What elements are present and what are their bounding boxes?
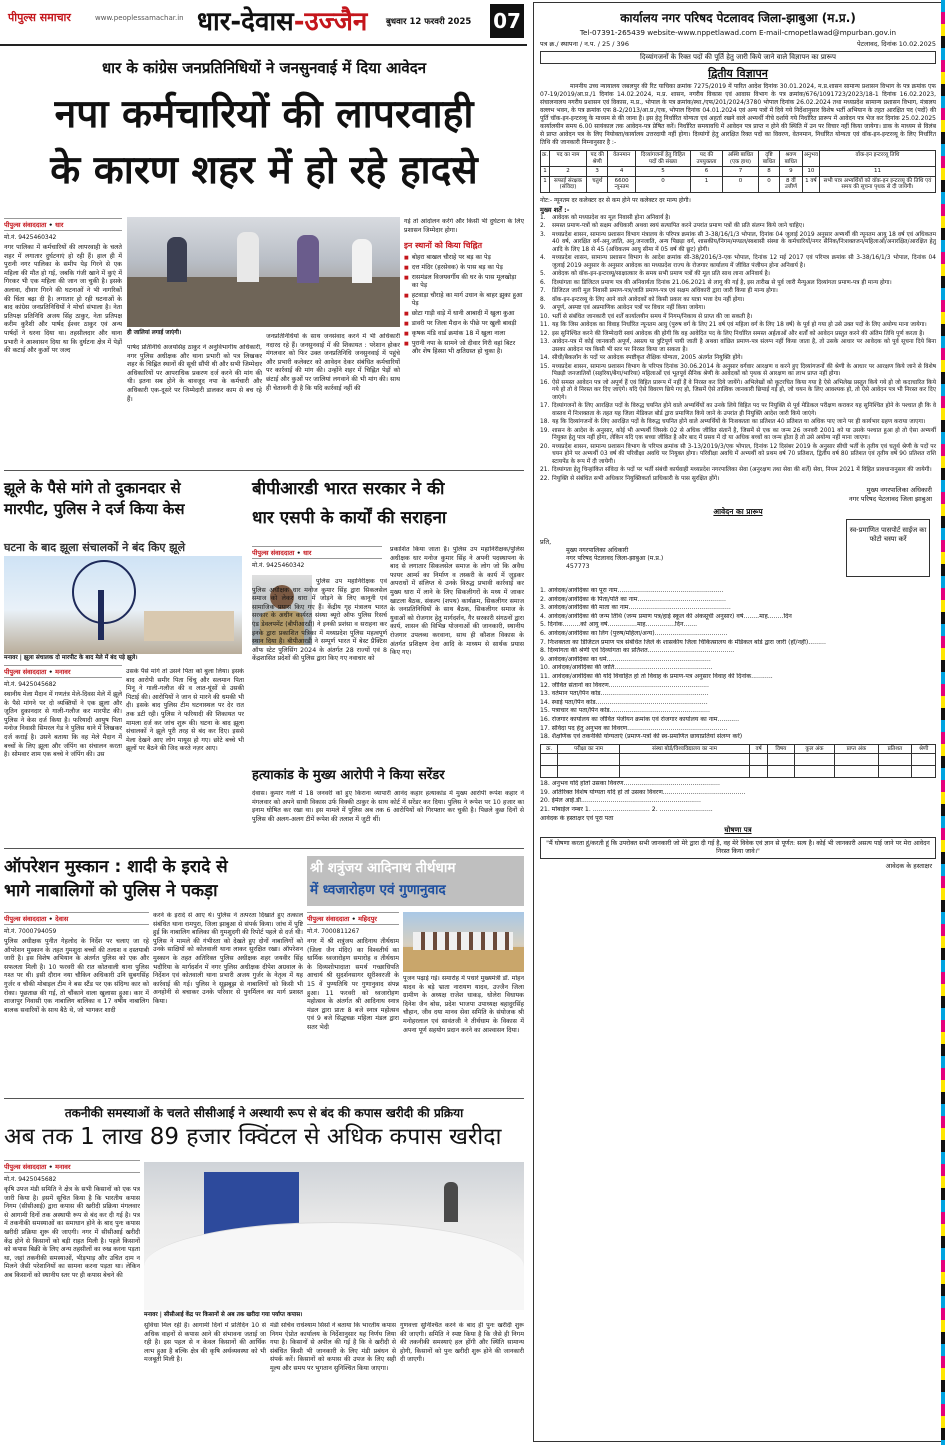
article3-headline-line2: धार एसपी के कार्यों की सराहना	[252, 508, 447, 528]
article1-mobile: मो.नं. 9425460342	[4, 234, 57, 241]
ad-condition-item	[540, 364, 936, 379]
person-figure	[352, 239, 372, 283]
article2-col2: उसके पैसे मांगे तो उसने पिता को बुला लिया। इसके बाद आरोपी समीर पिता चिंचु और सलमान पिता मिनू ने गाली-गलौज की व लात-घूंसों से उसकी पिटाई की। आरोपियों ने जान से मारने की धमकी भी दी। इसके बाद पुलिस टीम घटनास्थल पर देर रात तक डटी रही। पुलिस ने फरियादी की शिकायत पर मामला दर्ज कर जांच शुरू की। घटना के बाद झूला संचालकों ने झूले पूरी तरह से बंद कर दिए। इससे मेला देखने आए लोग मायूस हो गए। छोटे बच्चे भी झूलों पर बैठने की जिद करते नज़र आए।	[126, 668, 244, 753]
website-link[interactable]: www.peoplessamachar.in	[95, 14, 184, 22]
ad-declaration-title: घोषणा पत्र	[724, 826, 752, 835]
ad-form-title: आवेदन का प्रारूप	[713, 507, 763, 516]
article7-mobile: मो.नं. 9425045682	[4, 1176, 57, 1183]
ad-form-field[interactable]: आवेदक के हस्ताक्षर एवं पूरा पता	[540, 814, 614, 822]
ad-edu-header-cell: प्राप्त अंक	[835, 744, 878, 754]
ad-table-header-row	[541, 151, 936, 167]
article1-list-item	[404, 310, 524, 318]
ad-form-field[interactable]: 19. अतिरिक्त विशेष योग्यता यदि हो तो उसका विवरण..........................................	[540, 788, 746, 796]
ad-condition-text: यह कि जिस आवेदक का विवाह निर्धारित न्यूनतम आयु (पुरुष वर्ग के लिए 21 वर्ष एवं महिला वर्ग के लिए 18 वर्ष) के पूर्व हो गया हो उसे उक्त पदों के लिए अयोग्य माना जायेगा।	[552, 322, 927, 328]
ad-condition-item	[540, 280, 936, 288]
ad-condition-item	[540, 305, 936, 313]
ad-table-number-cell: 10	[802, 167, 819, 177]
ad-edu-blank-row[interactable]	[541, 766, 936, 778]
ad-table-number-cell: 4	[608, 167, 636, 177]
article5-col1	[4, 912, 149, 1092]
ad-condition-item	[540, 223, 936, 231]
bullet-icon: ■	[404, 275, 409, 282]
ad-edu-header-cell: विषय	[768, 744, 795, 754]
ad-table-number-row	[541, 167, 936, 177]
ad-condition-text: मध्यप्रदेश शासन, सामान्य प्रशासन विभाग के आदेश क्रमांक सी-38/2016/3-एक भोपाल, दिनांक 12 मई 2017 एवं परिपत्र क्रमांक सी 3-38/16/1/3 भोपाल, दिनांक 04 जुलाई 2019 अनुसार के अनुसार आवेदक का मध्यप्रदेश राज्य के रोजगार कार्यालय में जीवित पंजीयन होना अनिवार्य है।	[552, 255, 936, 269]
article3-byline: पीपुल्स संवाददाता • धार	[252, 546, 382, 559]
ad-table-data-row	[541, 176, 936, 192]
ad-condition-number: 20.	[540, 443, 550, 450]
article1-list-item	[404, 254, 524, 262]
article1-col2: पार्षद प्रतिनिधि अजयसिंह ठाकुर ने अनुविभागीय अधिकारी, नगर पुलिस अधीक्षक और थाना प्रभारी को पत्र लिखकर शहर के चिह्नित स्थानों की सूची सौंपी थी और सभी जिम्मेदार अधिकारियों पर आपराधिक प्रकरण दर्ज करने की मांग की थी। इतना सब होने के बावजूद नपा के कर्मचारी और अधिकारी एक-दूसरे पर जिम्मेदारी डालकर काम से बच रहे हैं।	[127, 344, 262, 403]
ad-condition-item	[540, 428, 936, 443]
ad-form-field[interactable]: 10. आवेदक/आवेदिका की जाति..................................................	[540, 664, 713, 672]
article3-byline-place: धार	[303, 549, 312, 557]
ad-form-to-lines	[566, 547, 663, 571]
ad-table-header-cell: अस्थि बाधित (एक हाथ)	[722, 151, 758, 167]
ad-form-field[interactable]: 2. आवेदक/आवेदिका के पिता/पति का नाम.............................................	[540, 595, 726, 603]
ad-condition-text: दिव्यांगजनों के लिए आरक्षित पदों के विरुद्ध चयनित होने वाले अभ्यर्थियों का उनके लिये विहित पद पर नियुक्ति से पूर्व मेडिकल परीक्षण कराकर यह सुनिश्चित होने के पश्चात ही कि वे वास्तव में निःशक्तता के तहत यह जिला मेडिकल बोर्ड द्वारा प्रमाणित किये जाने के उपरांत ही नियुक्ति आदेश जारी किये जाएंगे।	[552, 403, 936, 417]
ad-title: द्वितीय विज्ञापन	[708, 67, 768, 80]
article1-photo	[127, 217, 400, 327]
ad-ref-row	[540, 39, 936, 49]
article6-headline-line1: श्री शत्रुंजय आदिनाथ तीर्थधाम	[310, 860, 456, 876]
ad-table-number-cell: 8	[759, 167, 780, 177]
ad-form-field[interactable]: 8. दिव्यांगता की श्रेणी एवं दिव्यांगता का प्रतिशत............................................	[540, 647, 735, 655]
article1-list-item-text: छोटा गाड़ी वाड़े में धानी आबादी में खुला कुआ	[411, 310, 515, 318]
ad-condition-number: 18.	[540, 419, 550, 425]
article1-headline-line2: के कारण शहर में हो रहे हादसे	[50, 148, 478, 193]
ad-table-cell: सफाई संरक्षक (संविदा)	[549, 176, 586, 192]
cotton-pile-graphic	[144, 1222, 524, 1310]
ad-edu-header-cell: संस्था बोर्ड/विश्वविद्यालय का नाम	[619, 744, 749, 754]
ad-form-field[interactable]: 17. संविदा पद हेतु अनुभव का विवरण...................................................	[540, 724, 728, 732]
ad-form-to-label: प्रति,	[540, 538, 552, 546]
article7-text-col1: कृषि उपज मंडी समिति ने क्षेत्र के सभी किसानों को एक पत्र जारी किया है। इसमें सूचित किया है कि भारतीय कपास निगम (सीसीआई) द्वारा कपास की खरीदी प्रक्रिया मंगलवार से आगामी दिनों तक अस्थायी रूप से बंद कर दी गई है। पत्र में तकनीकी समस्याओं का समाधान होने के बाद पुनः कपास खरीदी प्रक्रिया शुरू की जाएगी। नगर में सीसीआई खरीदी केंद्र होने से किसानों को बड़ी राहत मिली है। पहले किसानों को कपास बिक्री के लिए अन्य तहसीलों का रुख करना पड़ता था, जहां तकनीकी समस्याओं, भीड़भाड़ और उचित दाम न मिलने जैसी परेशानियों का सामना करना पड़ता था। लेकिन अब किसानों को स्थानीय स्तर पर ही कपास बेचने की	[4, 1186, 140, 1279]
article1-list-item	[404, 330, 524, 338]
ad-condition-text: भर्ती से संबंधित जानकारी एवं शर्तें कार्यालयीन समय में निगम/निकाय से प्राप्त की जा सकती है।	[552, 313, 753, 320]
article1-byline-place: धार	[55, 221, 64, 229]
page-number: 07	[490, 4, 524, 38]
article1-list-item-text: पुरानी नपा के सामने जो दीवार गिरी वहां बिटर और शेष हिस्सा भी क्षतिग्रस्त हो चुका है।	[411, 340, 516, 356]
ad-table-cell: 0	[722, 176, 758, 192]
bullet-icon: ■	[404, 311, 409, 318]
article2-col1	[4, 665, 122, 835]
article7-photo-caption: मनावर | सीसीआई केंद्र पर किसानों से अब तक खरीदा गया पर्याप्त कपास।	[144, 1312, 303, 1318]
ad-condition-number: 1.	[540, 214, 546, 221]
article2-mobile: मो.नं. 9425045682	[4, 681, 57, 688]
article5-byline: पीपुल्स संवाददाता • देवास	[4, 912, 149, 925]
ad-form-field[interactable]: 7. निःशक्तता का डिजिटल प्रमाण पत्र संबंधित जिले के शासकीय जिला चिकित्सालय के मेडिकल बोर्ड द्वारा जारी (हाँ/नहीं).........	[540, 638, 826, 646]
article2-text-col1: स्थानीय मेला मैदान में गणतंत्र मेले-दिवस मेले में झूले के पैसे मांगने पर दो व्यक्तियों ने एक झूला और जूतिन दुकानदार से गाली-गलौज कर मारपीट की। पुलिस ने केस दर्ज किया है। फरियादी आयुष पिता मनोज निवासी सिमरल गेड ने पुलिस थाने में लिखकर दर्ज कराई है। उसने बताया कि वह मेले मैदान में बच्चों के लिए झूला और जंपिंग का संचालन करता है। सोमवार शाम एक बच्चे ने जंपिंग की। उस	[4, 691, 122, 759]
article1-col3: जनप्रतिनिधियों के साथ जनसंवाद करने में भी अधिकारी नदारद रहे हैं। जनसुनवाई में की शिकायत : परेशान होकर मंगलवार को फिर उक्त जनप्रतिनिधि जनसुनवाई में पहुंचे और प्रभारी कलेक्टर को आवेदन देकर संबंधित कर्मचारियों पर कार्रवाई की मांग की। उन्होंने शहर में चिह्नित पेड़ों को छंटाई और कुओं पर जालियां लगवाने की भी मांग की। साथ ही चेतावनी दी है कि यदि कार्रवाई नहीं की	[266, 333, 400, 392]
ad-table-number-cell: 2	[549, 167, 586, 177]
article7-col1	[4, 1160, 140, 1440]
article2-byline-name: पीपुल्स संवाददाता	[4, 668, 47, 676]
article5-byline-name: पीपुल्स संवाददाता	[4, 915, 47, 923]
ad-form-field[interactable]: 3. आवेदक/आवेदिका की माता का नाम....................................................	[540, 604, 731, 612]
ad-form-to-line: मुख्य नगरपालिका अधिकारी	[566, 547, 629, 554]
article6-mobile: मो.नं. 7000811267	[307, 928, 360, 935]
ad-condition-item	[540, 255, 936, 270]
ad-table-cell: 0	[759, 176, 780, 192]
article3-mobile: मो.नं. 9425460342	[252, 562, 305, 569]
ad-table-number-cell: 7	[722, 167, 758, 177]
ad-table-number-cell: 5	[635, 167, 690, 177]
ad-form-to-line: नगर परिषद पेटलावद जिला-झाबुआ (म.प्र.)	[566, 555, 664, 562]
ad-vacancy-table	[540, 150, 936, 193]
ad-edu-header-cell: वर्ष	[750, 744, 768, 754]
ad-condition-text: इस सुनिश्चित करने की जिम्मेदारी स्वयं आवेदक की होगी कि वह आवेदित पद के लिए निर्धारित समस्त अर्हताओं और शर्तों को आवेदन प्रस्तुत करने की अंतिम तिथि पूर्ण करता है।	[552, 330, 925, 337]
section-divider	[4, 1098, 524, 1099]
ad-intro: माननीय उच्च न्यायालय जबलपुर की रिट याचिका क्रमांक 7275/2019 में पारित आदेश दिनांक 30.01.2024, म.प्र.शासन सामान्य प्रशासन विभाग के पत्र क्रमांक एफ 07-19/2019/आ.प्र./1 दिनांक 14.02.2024, म.प्र. शासन, नगरीय विकास एवं आवास विभाग के पत्र क्रमांक/676/1091723/2023/18-1 दिनांक 16.02.2023, संचालनालय नगरीय प्रशासन एवं विकास, म.प्र., भोपाल के पत्र क्रमांक/स्था./एफ/201/2024/3780 भोपाल दिनांक 26.02.2024 तथा मध्यप्रदेश सामान्य प्रशासन विभाग, मंत्रालय वल्लभ भवन, के पत्र क्रमांक एफ 8-2/2013/आ.प्र./एक, भोपाल दिनांक 04.01.2024 एवं अन्य पत्रों में दिये गये निर्देशानुसार विशेष भर्ती अभियान के तहत आरक्षित पद (पदों) की पूर्ति चॉक-इन-इन्टरव्यू के माध्यम से की जाना है। इस हेतु निर्धारित योग्यता एवं अहर्ता रखने वाले अभ्यर्थी नीचे दर्शाये गये निर्धारित प्रारूप में आवेदन पत्र भेज कर दिनांक 25.02.2025 कार्यालयीन समय 6.00 सायंकाल तक आवेदन-पत्र प्रेषित करें। निर्धारित समयावधि में आवेदन पत्र प्राप्त न होने की स्थिति में उन पर विचार नहीं किया जायेगा। डाक के माध्यम से विलंब से प्राप्त आवेदन पत्र के लिए नियोक्ता/कार्यालय उत्तरदायी नहीं होगा। दिव्यांगों हेतु आरक्षित रिक्त पदों का विवरण, वेतनमान, निर्धारित योग्यता एवं वॉक-इन-इन्टरव्यू के लिए निर्धारित तिथि की जानकारी निम्नानुसार है :-	[540, 83, 936, 146]
ad-condition-number: 16.	[540, 379, 550, 386]
ad-condition-text: दिव्यांगता हेतु चिन्हांकित संविदा के पदों पर भर्ती संबंधी कार्यवाही मध्यप्रदेश नगरपालिका सेवा (अनुरक्षण तथा सेवा की शर्तें) सेवा, नियम 2021 में विहित प्रावधानानुसार की जायेगी।	[552, 467, 932, 473]
ad-edu-header-row	[541, 744, 936, 754]
article1-list-item	[404, 340, 524, 356]
stage-graphic	[403, 947, 524, 972]
ad-table-header-cell: पद का नाम	[549, 151, 586, 167]
article6-text-col1: नगर में श्री शत्रुंजय आदिनाथ तीर्थधाम (जिला जैन मंदिर) का विश्वतीर्थ का धार्मिक ध्वजारोहण समारोह व तीर्थधाम के दिव्यशोभादाता समर्थ गच्छाधिपति आचार्य श्री सुदर्शनसागर सूरीश्वरजी के 15 वें पुण्यतिथि पर गुणानुवाद संपन्न हुआ। 11 फरवरी को ध्वजारोहण महोत्सव के अंतर्गत श्री आदिनाथ स्नात्र मंडल द्वारा प्रातः 8 बजे स्नात्र महोत्सव एवं 9 बजे सिद्धचक्र महिला मंडल द्वारा सतर भेदी	[307, 938, 399, 1031]
article1-list-item-text: कृषक मंडि वार्ड क्रमांक 18 में खुला नाला	[411, 330, 506, 338]
ad-table-header-cell: श्रवण बाधित	[779, 151, 802, 167]
ad-table-header-cell: वॉक-इन इन्टरव्यू तिथि	[819, 151, 935, 167]
ad-table-number-cell: 1	[541, 167, 550, 177]
ad-table-number-cell: 9	[779, 167, 802, 177]
ad-table-cell: 6600 न्यूनतम	[608, 176, 636, 192]
ad-contact: Tel-07391-265439 website-www.nppetlawad.com E-mail-cmopetlawad@mpurban.gov.in	[579, 28, 897, 37]
ad-table-header-cell: वेतनमान	[608, 151, 636, 167]
bullet-icon: ■	[404, 293, 409, 300]
ad-edu-blank-row[interactable]	[541, 754, 936, 766]
ad-condition-number: 15.	[540, 363, 550, 370]
ad-signature-place: नगर परिषद पेटलावद जिला झाबुआ	[848, 495, 932, 503]
article5-headline-line1: ऑपरेशन मुस्कान : शादी के इरादे से	[4, 857, 228, 877]
ferris-wheel-graphic	[72, 560, 136, 624]
ad-condition-text: मध्यप्रदेश शासन, सामान्य प्रशासन विभाग के परिपत्र दिनांक 30.06.2014 के अनुसार वर्गवार आरक्षण व करने हुए दिव्यांगजनों की श्रेणी के आधार पर आरक्षण किये जाने से विशेष पिछड़ी जनजातियों (सहरिया/बैगा/भारिया) महिलाओं एवं भूतपूर्व सैनिक श्रेणी के आवेदकों को पृथक से आरक्षण का लाभ प्राप्त नहीं होगा।	[552, 363, 936, 377]
article7-col4: गुणवत्ता सुनिश्चित करने के बाद ही पुनः खरीदी शुरू की जाएगी। समिति ने स्पष्ट किया है कि जैसे ही निगम की तकनीकी समस्याएं हल होंगी और स्थिति सामान्य होगी, किसानों को पुनः खरीदी शुरू होने की जानकारी दी जाएगी।	[400, 1322, 524, 1364]
ad-form-fields2	[540, 780, 936, 823]
ad-table-header-cell: दिव्यांगजनों हेतु विहित पदों की संख्या	[635, 151, 690, 167]
ad-condition-text: मध्यप्रदेश शासन, सामान्य प्रशासन विभाग के परिपत्र क्रमांक सी 3-13/2019/3/एक भोपाल, दिनांक 12 दिसंबर 2019 के अनुसार सीधी भर्ती के तृतीय एवं चतुर्थ श्रेणी के पदों पर चयन होने पर अभ्यर्थी 03 वर्ष की परिवीक्षा अवधि पर नियुक्त होगा। परिवीक्षा अवधि में अभ्यर्थी को प्रथम वर्ष 70 प्रतिशत, द्वितीय वर्ष 80 प्रतिशत एवं तृतीय वर्ष 90 प्रतिशत राशि स्टायपेंड के रूप में दी जायेगी।	[552, 443, 936, 465]
article1-text-col4: गई तो आंदोलन करेंगे और किसी भी दुर्घटना के लिए प्रशासन जिम्मेदार होगा।	[404, 218, 524, 234]
ad-condition-text: डिजिटल जारी मूल निवासी प्रमाण-पत्र/जाति प्रमाण-पत्र एवं सक्षम अधिकारी द्वारा जारी किया ही मान्य होगा।	[552, 288, 778, 294]
ad-table-header-cell: दृष्टि बाधित	[759, 151, 780, 167]
article1-col4	[404, 218, 524, 468]
ad-condition-number: 7.	[540, 288, 546, 294]
ad-condition-item	[540, 419, 936, 427]
ad-office-title: कार्यालय नगर परिषद पेटलावद जिला-झाबुआ (म.प्र.)	[620, 11, 856, 25]
ad-table-header-cell: क्र.	[541, 151, 550, 167]
ad-condition-item	[540, 339, 936, 354]
ad-form-field[interactable]: 21. मोबाईल नम्बर 1. ............................. 2. ...........................	[540, 805, 713, 813]
section-divider	[4, 848, 524, 849]
article7-kicker: तकनीकी समस्याओं के चलते सीसीआई ने अस्थायी रूप से बंद की कपास खरीदी की प्रक्रिया	[64, 1106, 464, 1120]
article2-headline-line1: झूले के पैसे मांगे तो दुकानदार से	[4, 479, 181, 497]
ad-form-field[interactable]: 18. अनुभव यदि होतो उसका विवरण.................................................	[540, 780, 720, 788]
ad-form-field[interactable]: 6. आवेदक/आवेदिका का लिंग (पुरुष/महिला/अन्य).....................................	[540, 629, 728, 637]
ad-form-field[interactable]: 13. वर्तमान पता/पिन कोड.......................................................	[540, 690, 709, 698]
article5-headline-line2: भागे नाबालिगों को पुलिस ने पकड़ा	[4, 881, 218, 901]
article1-list-item	[404, 320, 524, 328]
article4-headline: हत्याकांड के मुख्य आरोपी ने किया सरेंडर	[252, 768, 445, 783]
article5-mobile: मो.नं. 7000794059	[4, 928, 57, 935]
article1-list-item	[404, 274, 524, 290]
ad-condition-item	[540, 215, 936, 223]
ad-condition-text: आवेदक को मध्यप्रदेश का मूल निवासी होना अनिवार्य है।	[552, 214, 671, 221]
ad-condition-number: 8.	[540, 296, 546, 303]
ad-condition-text: दिव्यांगता का डिजिटल प्रमाण पत्र की अनिवार्यता दिनांक 21.06.2021 से लागू की गई है, इस तारीख से पूर्व जारी मैन्युअल दिव्यांगता प्रमाण-पत्र ही मान्य होगा।	[552, 279, 892, 286]
article1-list-item	[404, 264, 524, 272]
ad-table-number-cell: 11	[819, 167, 935, 177]
article1-list-item-text: रासमंडल विजयवर्गीय की घर के पास मूलखोड़ा का पेड़	[411, 274, 517, 290]
article7-col2: सुविधा मिल रही है। आगामी दिनों में प्रतिदिन 10 से अधिक वाहनों से कपास आने की संभावना जताई जा रही है। इस पहल से न केवल किसानों की आर्थिक लाभ हुआ है बल्कि क्षेत्र की कृषि अर्थव्यवस्था को भी मजबूती मिली है।	[144, 1322, 266, 1364]
article3-byline-block	[252, 546, 382, 576]
article5-byline-place: देवास	[55, 915, 69, 923]
ad-table-number-cell: 3	[586, 167, 607, 177]
ad-condition-number: 14.	[540, 355, 550, 361]
ad-condition-item	[540, 297, 936, 305]
ad-edu-header-cell: प्रतिशत	[878, 744, 912, 754]
article6-col2: पूजन पढ़ाई गई। समारोह में पधारे मुख्यमंत्री डॉ. मोहन यादव के बड़े भ्राता नारायण यादव, उज्जैन जिला ग्रामीण के अध्यक्ष राजेश धाकड़, धोलेरा विधायक दिनेश जैन बोस, प्रदेश भाजपा उपाध्यक्ष बहादुरसिंह चौहान, जीव दया मानव सेवा समिति के संयोजक श्री मनोहरलाल एवं सावंतजी ने तीर्थधाम के विकास में अपना पूर्ण सहयोग प्रदान करने का आश्वासन दिया।	[403, 975, 524, 1034]
issue-date: बुधवार 12 फरवरी 2025	[386, 17, 472, 27]
article1-byline: पीपुल्स संवाददाता • धार	[4, 218, 122, 231]
ad-condition-item	[540, 322, 936, 330]
article6-byline: पीपुल्स संवाददाता • महिदपुर	[307, 912, 399, 925]
ad-form-field[interactable]: 5. दिनांक.........को आयु वर्ष...............माह...............दिन.......	[540, 621, 698, 629]
ad-form-field[interactable]: 4. आवेदक/आवेदिका की जन्म तिथि (जन्म प्रमाण पत्र/हाई स्कूल की अंकसूची अनुसार) वर्ष........माह........दिन	[540, 612, 792, 620]
ad-condition-item	[540, 314, 936, 322]
ad-condition-text: यह कि दिव्यांगजनों के लिए आरक्षित पदों के विरुद्ध चयनित होने वाले अभ्यर्थियों के निःशक्तता का प्रतिशत 40 प्रतिशत या अधिक पाए जाने पर ही कार्यभार ग्रहण कराया जाएगा।	[552, 419, 926, 425]
article1-headline-line1: नपा कर्मचारियों की लापरवाही	[54, 92, 474, 137]
article1-col1	[4, 218, 122, 518]
article1-list	[404, 254, 524, 356]
article4-text: देवास। कुमार गली में 18 जनवरी को हुए किराना व्यापारी आनंद कहार हत्याकांड में मुख्य आरोपी रूपेश कहार ने मंगलवार को अपने साथी विकास उर्फ विक्की ठाकुर के साथ कोर्ट में सरेंडर कर दिया। पुलिस ने रूपेश पर 10 हजार का इनाम घोषित कर रखा था। इस मामले में पुलिस अब तक 6 आरोपियों को गिरफ्तार कर चुकी है। पिछले कुछ दिनों से पुलिस की अलग-अलग टीमें रूपेश की तलाश में जुटी थीं।	[252, 790, 524, 823]
article6-headline-line2: में ध्वजारोहण एवं गुणानुवाद	[310, 882, 446, 898]
ad-condition-item	[540, 355, 936, 363]
article1-list-item	[404, 292, 524, 308]
ad-condition-number: 11.	[540, 322, 550, 328]
ad-condition-text: मध्यप्रदेश शासन, सामान्य प्रशासन विभाग मंत्रालय के परिपत्र क्रमांक सी 3-38/16/1/3 भोपाल, दिनांक 04 जुलाई 2019 अनुसार अभ्यर्थी की न्यूनतम आयु 18 वर्ष एवं अधिकतम 40 वर्ष, आरक्षित वर्ग-अनु.जाति, अनु.जनजाति, अन्य पिछड़ा वर्ग, शासकीय/निगम/मण्डल/स्वशासी संस्था के कर्मचारियों/नगर सैनिक/निःशक्तजन/महिलाओं/अनारक्षित/आरक्षित हेतु आदि के लिए 18 से 45 (अधिकतम आयु सीमा में 05 वर्ष की छूट) होगी।	[552, 231, 936, 253]
article3-byline-name: पीपुल्स संवाददाता	[252, 549, 295, 557]
ad-condition-number: 12.	[540, 330, 550, 337]
article1-list-item-text: हटवाड़ा चौराहे का मार्ग उधान के बाहर झुका हुआ पेड़	[411, 292, 523, 308]
person-figure	[237, 232, 259, 282]
ad-condition-item	[540, 331, 936, 339]
ad-declaration-sign: आवेदक के हस्ताक्षर	[885, 862, 932, 871]
ad-photo-box: स्व-प्रमाणित पासपोर्ट साईज का फोटो चस्पा करें	[846, 519, 930, 577]
person-figure	[167, 237, 187, 282]
masthead	[0, 0, 527, 46]
ad-conditions-list	[540, 215, 936, 484]
article6-byline-name: पीपुल्स संवाददाता	[307, 915, 350, 923]
article2-subhead: घटना के बाद झूला संचालकों ने बंद किए झूले	[4, 541, 186, 554]
ad-education-table	[540, 744, 936, 779]
article7-headline: अब तक 1 लाख 89 हजार क्विंटल से अधिक कपास खरीदा	[4, 1124, 502, 1150]
ad-condition-item	[540, 380, 936, 403]
article1-photo-caption: ही जालियां लगाई जाएंगी।	[127, 330, 182, 336]
ad-subject: दिव्यांगजनों के रिक्त पदों की पूर्ति हेतु जारी किये जाने वाले विज्ञापन का प्रारूप	[540, 51, 936, 64]
article6-col1	[307, 912, 399, 1092]
ad-condition-text: नियुक्ति से संबंधित सभी अधिकार नियुक्तिकर्ता प्राधिकारी के पास सुरक्षित होंगे।	[552, 475, 720, 482]
ad-form-field[interactable]: 20. ईमेल आई.डी.............................................................	[540, 797, 701, 805]
article1-byline-name: पीपुल्स संवाददाता	[4, 221, 47, 229]
ad-condition-text: आवेदन-पत्र में कोई जानकारी अपूर्ण, असत्य या त्रुटिपूर्ण पायी जाती है अथवा वांछित प्रमाण-पत्र संलग्न नहीं किया जाता है, तो उसके आधार पर आवेदक को पूर्व सूचना दिये बिना उसका आवेदन पत्र किसी भी स्तर पर निरस्त किया जा सकता है।	[552, 339, 936, 353]
ad-condition-number: 21.	[540, 467, 550, 473]
ad-table-header-cell: पद की श्रेणी	[586, 151, 607, 167]
ad-form-header	[540, 519, 936, 585]
ad-note: नोट:- न्यूनतम दर कलेक्टर दर से कम होने पर कलेक्टर दर मान्य होगी।	[540, 196, 691, 204]
edition-part2: -उज्जैन	[293, 7, 368, 37]
article3-headline-line1: बीपीआरडी भारत सरकार ने की	[252, 479, 445, 499]
ad-table-header-cell: पद की उपयुक्तता	[691, 151, 723, 167]
ad-edu-header-cell: कुल अंक	[794, 744, 835, 754]
ad-condition-item	[540, 232, 936, 255]
article1-list-title: इन स्थानों को किया चिह्नित	[404, 241, 483, 251]
ad-condition-number: 10.	[540, 313, 550, 320]
article5-col2: करने के इरादे से आए थे। पुलिस ने तत्परता दिखाते हुए तत्काल संबंधित थाना रामपुरा, जिला झाबुआ से संपर्क किया। जांच में पुष्टि हुई कि नाबालिग बालिका की गुमशुदगी की रिपोर्ट पहले से दर्ज थी। पुलिस ने मामले की गंभीरता को देखते हुए दोनों नाबालिगों को उनके साक्षियों को कोतवाली थाना लाकर सुरक्षित रखा। ऑपरेशन मुस्कान के तहत अतिरिक्त पुलिस अधीक्षक शहर जयवीर सिंह भदौरिया के मार्गदर्शन में नगर पुलिस अधीक्षक दीपेश अग्रवाल के निर्देशन एवं कोतवाली थाना प्रभारी अजय गुर्जर के नेतृत्व में यह कार्रवाई की गई। पुलिस ने सूझबूझ से नाबालिगों को किसी भी अनहोनी से बचाकर उनके परिवार से पुनर्मिलन का मार्ग प्रशस्त किया।	[153, 912, 303, 1005]
ad-condition-item	[540, 288, 936, 296]
ad-condition-text: वॉक-इन-इन्टरव्यू के लिए आने वाले आवेदकों को किसी प्रकार का यात्रा भत्ता देय नहीं होगा।	[552, 296, 745, 303]
person-figure	[297, 235, 319, 283]
guests-graphic	[413, 932, 513, 950]
article1-kicker: धार के कांग्रेस जनप्रतिनिधियों ने जनसुनवाई में दिया आवेदन	[101, 59, 427, 77]
ad-table-cell: 1	[541, 176, 550, 192]
ad-condition-item	[540, 271, 936, 279]
ad-edu-header-cell: परीक्षा का नाम	[558, 744, 620, 754]
ad-condition-text: आवेदक को वॉक-इन-इन्टरव्यू/साक्षात्कार के समय सभी प्रमाण पत्रों की मूल प्रति साथ लाना अनिवार्य है।	[552, 271, 770, 277]
ad-condition-number: 5.	[540, 271, 546, 277]
ad-condition-number: 2.	[540, 223, 546, 229]
article3-col2: प्रकाशित किया जाता है। पुलिस उप महानिरीक्षक/पुलिस अधीक्षक धार मनोज कुमार सिंह ने अपनी पदस्थापना के बाद से लगातार सिकलसेल समाज के लोग जो कि अवैध फायर आर्म्स का निर्माण व तस्करी के कार्य में जुड़कर अपराधों में संलिप्त थे उनके विरुद्ध प्रभावी कार्रवाई कर मुख्य धारा में लाने के लिए सिकलीगरों के मध्य में जाकर खाटला बैठक, संकल्प (शपथ) कार्यक्रम, सिकलीगर समाज के जनप्रतिनिधियों के साथ बैठक, सिकलीगर समाज के युवाओं को रोजगार हेतु मार्गदर्शन, गैर सरकारी संगठनों द्वारा कार्य, शासन की विभिन्न योजनाओं की जानकारी, स्थानीय रोजगार उपलब्ध करवाना, साथ ही कौशल विकास के अंतर्गत प्रशिक्षण देना आदि के माध्यम से सार्थक प्रयास किए गए।	[390, 546, 524, 657]
ad-condition-number: 9.	[540, 305, 546, 311]
article2-photo-caption: मनावर | झूला संचालक दो मारपीट के बाद मेले में बंद पड़े झूले।	[4, 655, 138, 661]
ad-conditions-title: मुख्य शर्तें :-	[540, 205, 570, 214]
article2-headline-line2: मारपीट, पुलिस ने दर्ज किया केस	[4, 500, 185, 518]
ad-condition-number: 17.	[540, 403, 550, 409]
ad-table-number-cell: 6	[691, 167, 723, 177]
article7-photo	[144, 1162, 524, 1310]
ad-condition-item	[540, 444, 936, 467]
ad-condition-item	[540, 476, 936, 484]
ad-condition-number: 13.	[540, 339, 550, 345]
edition-part1: धार-देवास	[197, 7, 294, 37]
ad-table-cell: 8 वीं उत्तीर्ण	[779, 176, 802, 192]
article3-col1: पुलिस उप महानिरीक्षक एवं पुलिस अधीक्षक धार मनोज कुमार सिंह द्वारा सिकलसेल समाज को लेकर धारा में जोड़ने के लिए कानूनी एवं सामाजिक प्रयास किए गए हैं। केंद्रीय गृह मंत्रालय भारत सरकार के अधीन कार्यरत संस्था ब्यूरो ऑफ पुलिस रिसर्च एंड डेवलपमेंट (बीपीआरडी) ने इनकी प्रशंसा व सराहना कर इनके द्वारा प्रकाशित पत्रिका में मध्यप्रदेश पुलिस महत्वपूर्ण स्थान दिया है। बीपीआरडी ने सम्पूर्ण भारत में बेस्ट प्रैक्टिस ऑफ स्टेट पुलिसिंग 2024 के अंतर्गत 28 राज्यों एवं 8 केंद्रशासित प्रदेशों की पुलिस द्वारा किए गए नवाचार को	[252, 578, 387, 663]
ad-form-field[interactable]: 1. आवेदक/आवेदिका का पूरा नाम......................................................	[540, 587, 724, 594]
section-divider	[4, 470, 524, 471]
ad-condition-text: ऐसे समस्त आवेदन पत्र जो अपूर्ण हैं एवं विहित प्रारूप में नहीं हैं वे निरस्त कर दिये जायेंगे। अभिलेखों को कूटरचित किया गया है ऐसे अभिलेख प्रस्तुत किये गये हो जो कदाचारित किये गये हो तो वे निरस्त कर दिए जाएंगे। यदि ऐसे विवरण छिपे गए हो, जिसमें ऐसे तात्विक जानकारी छिपाई गई हो, जो चयन के लिए आवश्यक हो, तो ऐसे आवेदन पत्र भी निरस्त कर दिए जाएंगे।	[552, 379, 936, 401]
ad-table-cell: 1 वर्ष	[802, 176, 819, 192]
ad-table-cell: चतुर्थ	[586, 176, 607, 192]
article7-byline-place: मनावर	[55, 1163, 71, 1171]
edition-title	[197, 2, 367, 38]
ad-form-field[interactable]: 18. शैक्षणिक एवं तकनीकी योग्यताएं (प्रमाण-पत्रों की स्व-प्रमाणित छायाप्रतियां संलग्न करें)	[540, 733, 743, 741]
ad-condition-item	[540, 403, 936, 418]
article2-byline-place: मनावर	[55, 668, 71, 676]
article1-text-col1: नगर पालिका में कर्मचारियों की लापरवाही के चलते शहर में लगातार दुर्घटनाएं हो रही हैं। हाल ही में पुरानी नगर पालिका के समीप पेड़ गिरने से एक महिला की मौत हो गई, जबकि गंजी खाने में कुएं में गिरकर भी एक महिला की जान जा चुकी है। इसके अलावा, दीवार गिरने की घटनाओं ने भी नागरिकों की चिंता बढ़ा दी है। लगातार हो रही घटनाओं के बाद कांग्रेस जनप्रतिनिधियों ने मोर्चा संभाला है। नेता प्रतिपक्ष प्रतिनिधि अजय सिंह ठाकुर, नेता प्रतिपक्ष करीम कुरैशी और पार्षद ईश्वर ठाकुर एवं अन्य पार्षदों ने धरना दिया था। तहसीलदार और थाना प्रभारी ने आश्वासन दिया था कि दुर्घटना क्षेत्र में पेड़ों की कटाई और कुओं पर जल्द	[4, 244, 122, 355]
ad-condition-item	[540, 467, 936, 475]
article7-col3: मंडी सचिव राधेश्याम सिसों ने बताया कि भारतीय कपास निगम ऐप्रोत कार्यालय के निर्देशानुसार यह निर्णय लिया गया है। किसानों से अपील की गई है कि वे खरीदी से संबंधित किसी भी जानकारी के लिए मंडी प्रबंधन से संपर्क करें। किसानों को कपास की उपज के लिए सही मूल्य और समय पर भुगतान सुनिश्चित किया जाएगा।	[270, 1322, 396, 1372]
ad-form-field[interactable]: 14. स्थाई पता/पिन कोड.........................................................	[540, 698, 708, 706]
article7-byline: पीपुल्स संवाददाता • मनावर	[4, 1160, 140, 1173]
ad-table-cell: 1	[691, 176, 723, 192]
article1-list-item-text: डावरी पर जिला मैदान के पीछे पर खुली बावड़ी	[411, 320, 517, 328]
ad-table-cell: 0	[635, 176, 690, 192]
ad-condition-text: सीधी/बैकलॉग के पदों पर आवेदक स्पष्टीकृत शैक्षिक योग्यता, 2005 अंतर्गत नियुक्ति होंगे।	[552, 355, 743, 361]
ad-condition-text: शासन के आदेश के अनुसार, कोई भी अभ्यर्थी जिसके 02 से अधिक जीवित संतानें है, जिसमें से एक का जन्म 26 जनवरी 2001 को या उसके पश्चात हुआ हो तो ऐसा अभ्यर्थी नियुक्त हेतु पात्र नहीं होगा, लेकिन यदि एक बच्चा जीवित है और बाद में प्रसव में दो या अधिक बच्चों का जन्म होता है तो उसे अयोग्य नहीं माना जाएगा।	[552, 427, 936, 441]
ad-form-to-line: 457773	[566, 563, 590, 570]
ad-form-field[interactable]: 15. पत्राचार का पता/पिन कोड...................................................	[540, 707, 710, 715]
ad-form-field[interactable]: 12. जीवित संतानों का विवरण...................................................	[540, 681, 709, 689]
ad-form-field[interactable]: 16. रोजगार कार्यालय का जीवित पंजीयन क्रमांक एवं रोजगार कार्यालय का नाम...........	[540, 715, 740, 723]
ad-condition-number: 3.	[540, 231, 546, 238]
bullet-icon: ■	[404, 331, 409, 338]
ad-form-fields	[540, 587, 936, 742]
article6-photo	[403, 912, 524, 972]
ferris-wheel-support	[98, 590, 104, 640]
printer-color-bar	[941, 0, 945, 1445]
bullet-icon: ■	[404, 321, 409, 328]
article1-list-item-text: दत्त मंदिर (हरसेवक) के पास बड़ का पेड़	[411, 264, 503, 272]
article2-photo	[4, 556, 242, 654]
bullet-icon: ■	[404, 265, 409, 272]
ad-condition-text: अपूर्ण, अस्पष्ट एवं अप्रमाणिक आवेदन पत्रों पर विचार नहीं किया जायेगा।	[552, 305, 706, 311]
newspaper-logo: पीपुल्स समाचार	[8, 11, 71, 24]
article2-byline: पीपुल्स संवाददाता • मनावर	[4, 665, 122, 678]
ad-table-header-cell: अनुभव	[802, 151, 819, 167]
ad-condition-text: समस्त प्रमाण-पत्रों को सक्षम अधिकारी अथवा स्वयं सत्यापित करने उपरांत प्रमाण पत्रों की प्रति संलग्न किये जाने चाहिए।	[552, 223, 805, 229]
ad-ref-right: पेटलावद, दिनांक 10.02.2025	[857, 40, 936, 48]
ad-declaration-box: "मैं घोषणा करता हूं/करती हूं कि उपरोक्त सभी जानकारी जो मेरे द्वारा दी गई है, वह मेरे विवेक एवं ज्ञान से पूर्णत: सत्य है। कोई भी जानकारी असत्य पाई जाने पर मेरा आवेदन निरस्त किया जावे।"	[540, 837, 936, 859]
ad-form-field[interactable]: 9. आवेदक/आवेदिका का धर्म.....................................................	[540, 655, 711, 663]
ad-signature: मुख्य नगरपालिका अधिकारी	[866, 486, 932, 494]
ad-edu-header-cell: श्रेणी	[912, 744, 936, 754]
meeting-table-graphic	[127, 277, 400, 327]
bullet-icon: ■	[404, 255, 409, 262]
ad-form-field[interactable]: 11. आवेदक/आवेदिका की यदि विवाहित हो तो विवाह के प्रमाण-पत्र अनुसार विवाह की दिनांक...........	[540, 672, 773, 680]
article1-list-item-text: बोहरा बाखल चौराहे पर बड़ का पेड़	[411, 254, 491, 262]
article5-text-col1: पुलिस अधीक्षक पुनीत गेहलोद के निर्देश पर चलाए जा रहे ऑपरेशन मुस्कान के तहत गुमशुदा बच्चों की तलाश व दस्तयाबी जारी है। इस विशेष अभियान के अंतर्गत पुलिस को एक और सफलता मिली है। 10 फरवरी की रात कोतवाली थाना पुलिस गश्त पर थी। इसी दौरान नया चौकिन अधिकारी उनि सुबगसिंह गुर्जर व चौकी मोबाइल टीम ने बस स्टैंड पर एक संदिग्ध कार को रोका। पूछताछ की गई, तो चौंकाने वाला खुलासा हुआ। कार में शाजापुर निवासी एक नाबालिग बालिका व 17 वर्षीय नाबालिग बालक सवारियों के साथ बैठे थे, जो भागकर शादी	[4, 938, 149, 1014]
fair-stalls-graphic	[144, 611, 234, 641]
ad-condition-number: 22.	[540, 475, 550, 482]
advertisement	[533, 2, 943, 1442]
article7-byline-name: पीपुल्स संवाददाता	[4, 1163, 47, 1171]
bullet-icon: ■	[404, 341, 409, 348]
article6-byline-place: महिदपुर	[358, 915, 377, 923]
worker-figure	[444, 1182, 458, 1222]
ad-edu-header-cell: क्र.	[541, 744, 558, 754]
ad-table-cell: सभी पात्र अभ्यर्थियों को वॉक-इन इन्टरव्यू की तिथि एवं समय की सूचना पृथक से दी जायेगी।	[819, 176, 935, 192]
ad-condition-number: 4.	[540, 255, 546, 261]
ad-ref-left: पत्र क्र./ स्थापना / न.प. / 25 / 396	[540, 40, 629, 48]
ad-condition-number: 19.	[540, 427, 550, 434]
ad-condition-number: 6.	[540, 279, 546, 286]
